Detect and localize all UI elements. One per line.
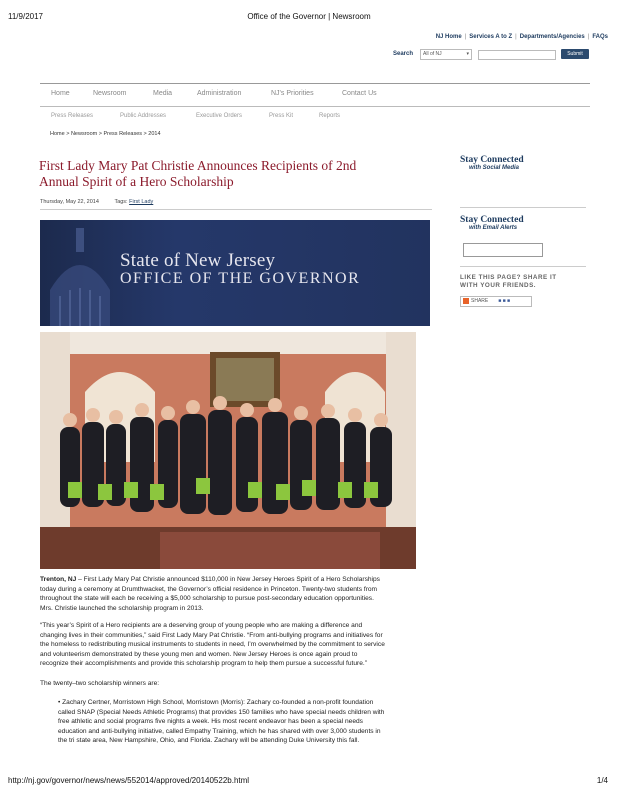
meta-divider <box>40 209 432 210</box>
services-link[interactable]: Services A to Z <box>469 34 513 40</box>
capitol-dome-icon <box>40 220 120 326</box>
nav-home[interactable]: Home <box>51 90 70 97</box>
share-button[interactable]: SHARE ■ ■ ■ <box>460 296 532 307</box>
page-number: 1/4 <box>596 776 608 785</box>
subnav-press-kit[interactable]: Press Kit <box>269 113 294 119</box>
dateline: Trenton, NJ <box>40 576 77 583</box>
paragraph-intro: Trenton, NJ – First Lady Mary Pat Christie announced $110,000 in New Jersey Heroes Spirit of a Hero Scholarships today during a ceremony at Drumthwacket, the Governor’s official residence in Princeton. Twenty-two students from throughout the state will each be receiving a $5,000 scholarship to pursue post-secondary education opportunities. Mrs. Christie launched the scholarship program in 2013. <box>40 576 380 612</box>
winner-bullet: • Zachary Certner, Morristown High School, Morristown (Morris): Zachary co-founded a non-profit foundation called SNAP (Special Needs Athletic Programs) that provides 150 families who have special needs children with free athletic and social programs five nights a week. His most recent endeavor has been a special needs education and anti-bullying initiative, called Empathy Training, which he has shared with over 3,000 students in the tri state area, New Hampshire, Ohio, and Florida. Zachary will be attending Duke University this fall. <box>58 699 385 745</box>
banner-title: State of New Jersey <box>120 250 276 271</box>
social-icons: ■ ■ ■ <box>498 298 511 304</box>
nav-media[interactable]: Media <box>153 90 173 97</box>
share-prompt: LIKE THIS PAGE? SHARE IT WITH YOUR FRIENDS. <box>460 274 557 289</box>
departments-link[interactable]: Departments/Agencies <box>519 34 585 40</box>
paragraph-winners-intro: The twenty–two scholarship winners are: <box>40 680 160 687</box>
subnav-executive-orders[interactable]: Executive Orders <box>196 113 243 119</box>
social-subtitle: with Social Media <box>469 165 520 171</box>
tag-link[interactable]: First Lady <box>129 199 154 205</box>
governor-banner <box>40 220 430 326</box>
tags-label: Tags: <box>114 199 128 205</box>
subnav-press-releases[interactable]: Press Releases <box>51 113 94 119</box>
print-title: Office of the Governor | Newsroom <box>247 12 371 21</box>
nav-bottom-divider <box>40 106 590 107</box>
search-label: Search <box>393 51 414 57</box>
email-subtitle: with Email Alerts <box>469 225 518 231</box>
article-date: Thursday, May 22, 2014 <box>40 199 99 205</box>
breadcrumb[interactable]: Home > Newsroom > Press Releases > 2014 <box>50 131 161 137</box>
social-title: Stay Connected <box>460 155 524 165</box>
share-icon <box>463 298 469 304</box>
nav-priorities[interactable]: NJ's Priorities <box>271 90 314 97</box>
subnav-public-addresses[interactable]: Public Addresses <box>120 113 167 119</box>
sidebar-divider-2 <box>460 266 586 267</box>
page-title: First Lady Mary Pat Christie Announces Recipients of 2nd Annual Spirit of a Hero Scholarship <box>39 158 357 189</box>
faqs-link[interactable]: FAQs <box>592 34 608 40</box>
utility-links: NJ Home | Services A to Z | Departments/Agencies | FAQs <box>435 34 608 40</box>
paragraph-quote: “This year’s Spirit of a Hero recipients are a deserving group of young people who are making a difference and changing lives in their communities,” said First Lady Mary Pat Christie. “From anti-bullying programs and initiatives for the homeless to redistributing musical instruments to students in need, I’m overwhelmed by the commitment to service and volunteerism demonstrated by these young men and women. New Jersey Heroes is once again proud to recognize their accomplishments and provide this scholarship program to help them pursue a successful future.” <box>40 622 385 668</box>
article-meta <box>40 199 153 205</box>
search-submit-button[interactable]: Submit <box>561 49 589 59</box>
banner-subtitle: OFFICE OF THE GOVERNOR <box>120 270 361 287</box>
print-date: 11/9/2017 <box>8 12 43 21</box>
search-bar <box>393 48 593 62</box>
nj-home-link[interactable]: NJ Home <box>435 34 462 40</box>
email-alerts-block <box>460 215 586 231</box>
social-media-block[interactable] <box>460 155 586 171</box>
nav-contact[interactable]: Contact Us <box>342 90 377 97</box>
email-field[interactable] <box>463 243 543 257</box>
nav-administration[interactable]: Administration <box>197 90 242 97</box>
nav-newsroom[interactable]: Newsroom <box>93 90 127 97</box>
nav-top-divider <box>40 83 590 84</box>
subnav-reports[interactable]: Reports <box>319 113 341 119</box>
chevron-down-icon: ▾ <box>466 51 469 57</box>
sidebar-divider-1 <box>460 207 586 208</box>
group-photo <box>40 332 416 569</box>
search-input[interactable] <box>478 50 556 60</box>
search-scope-select[interactable]: All of NJ ▾ <box>420 49 472 60</box>
footer-url: http://nj.gov/governor/news/news/552014/approved/20140522b.html <box>8 776 250 785</box>
email-title: Stay Connected <box>460 215 524 225</box>
